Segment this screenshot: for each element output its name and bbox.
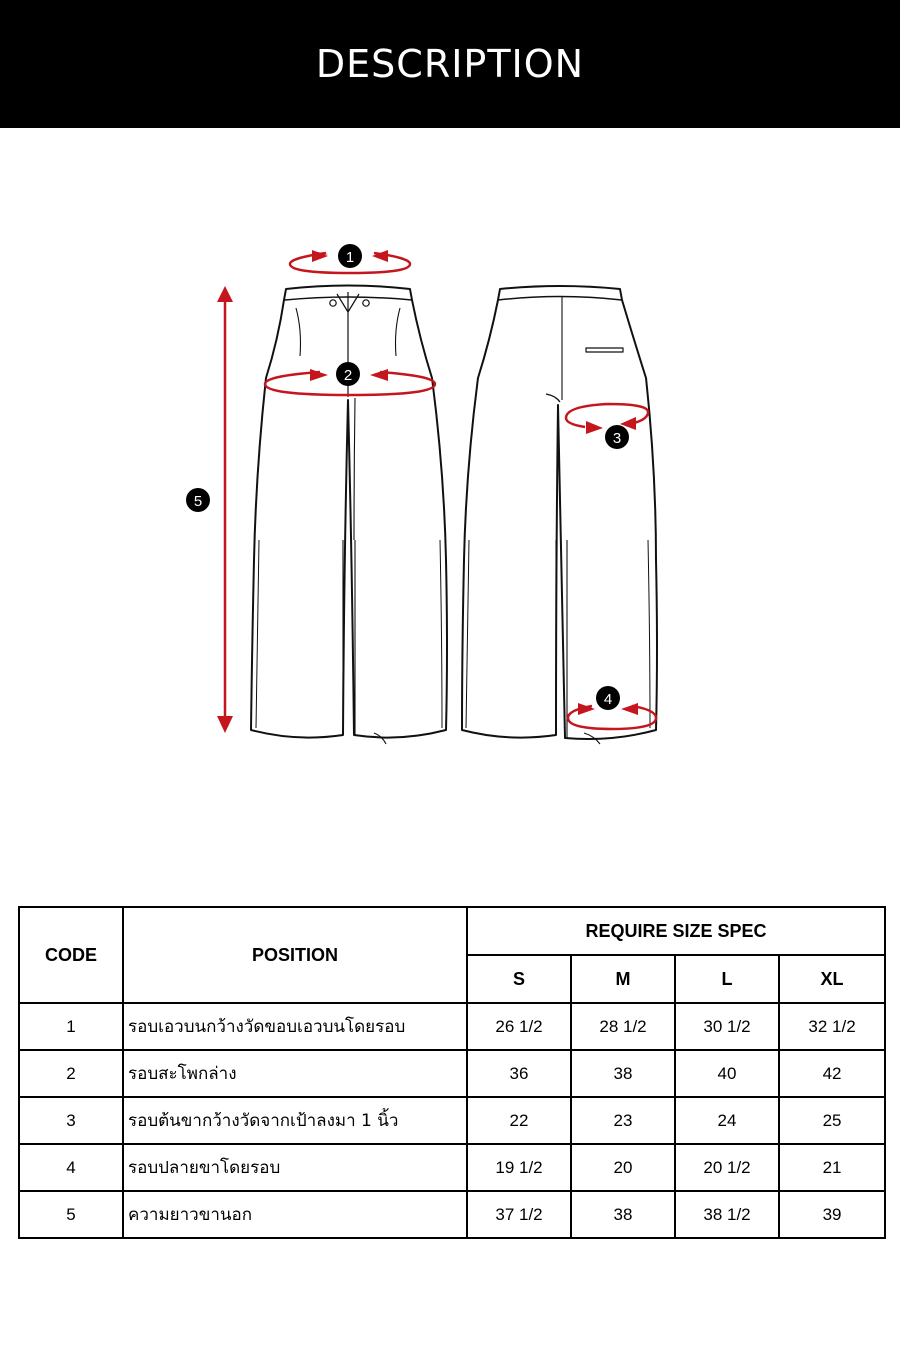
size-header-s: S	[467, 955, 571, 1003]
marker-1-label: 1	[345, 249, 355, 266]
row-value-s: 36	[467, 1050, 571, 1097]
row-value-l: 24	[675, 1097, 779, 1144]
position-header: POSITION	[123, 907, 467, 1003]
row-value-s: 22	[467, 1097, 571, 1144]
row-code: 3	[19, 1097, 123, 1144]
row-value-xl: 21	[779, 1144, 885, 1191]
row-code: 1	[19, 1003, 123, 1050]
table-row	[19, 1191, 885, 1238]
row-position: รอบปลายขาโดยรอบ	[123, 1144, 467, 1191]
row-value-xl: 32 1/2	[779, 1003, 885, 1050]
row-value-xl: 42	[779, 1050, 885, 1097]
row-value-xl: 25	[779, 1097, 885, 1144]
measure-hem	[568, 686, 656, 729]
size-header-m: M	[571, 955, 675, 1003]
size-header-xl: XL	[779, 955, 885, 1003]
row-value-l: 40	[675, 1050, 779, 1097]
marker-5-label: 5	[193, 493, 203, 510]
page-header	[0, 0, 900, 128]
row-value-m: 20	[571, 1144, 675, 1191]
marker-2-label: 2	[343, 367, 353, 384]
row-value-m: 38	[571, 1050, 675, 1097]
row-position: รอบเอวบนกว้างวัดขอบเอวบนโดยรอบ	[123, 1003, 467, 1050]
row-code: 2	[19, 1050, 123, 1097]
table-row	[19, 1003, 885, 1050]
back-pants-drawing	[462, 286, 657, 744]
marker-4-label: 4	[603, 691, 613, 708]
row-value-s: 26 1/2	[467, 1003, 571, 1050]
measure-length	[186, 286, 233, 733]
size-header-l: L	[675, 955, 779, 1003]
table-row	[19, 1050, 885, 1097]
front-pants-drawing	[251, 286, 447, 745]
size-spec-table	[18, 906, 886, 1239]
row-value-s: 37 1/2	[467, 1191, 571, 1238]
row-value-l: 38 1/2	[675, 1191, 779, 1238]
spec-header: REQUIRE SIZE SPEC	[467, 907, 885, 955]
page-title: DESCRIPTION	[315, 42, 585, 86]
measure-thigh	[566, 404, 648, 449]
row-code: 4	[19, 1144, 123, 1191]
row-value-l: 20 1/2	[675, 1144, 779, 1191]
row-position: รอบต้นขากว้างวัดจากเป้าลงมา 1 นิ้ว	[123, 1097, 467, 1144]
pants-measurement-diagram	[0, 128, 900, 888]
table-row	[19, 1097, 885, 1144]
row-code: 5	[19, 1191, 123, 1238]
row-value-xl: 39	[779, 1191, 885, 1238]
measure-hip	[265, 362, 435, 395]
row-value-m: 38	[571, 1191, 675, 1238]
row-value-s: 19 1/2	[467, 1144, 571, 1191]
measure-waist	[290, 244, 410, 273]
marker-3-label: 3	[612, 430, 622, 447]
code-header: CODE	[19, 907, 123, 1003]
table-row	[19, 1144, 885, 1191]
row-position: รอบสะโพกล่าง	[123, 1050, 467, 1097]
row-value-l: 30 1/2	[675, 1003, 779, 1050]
row-value-m: 28 1/2	[571, 1003, 675, 1050]
row-value-m: 23	[571, 1097, 675, 1144]
row-position: ความยาวขานอก	[123, 1191, 467, 1238]
